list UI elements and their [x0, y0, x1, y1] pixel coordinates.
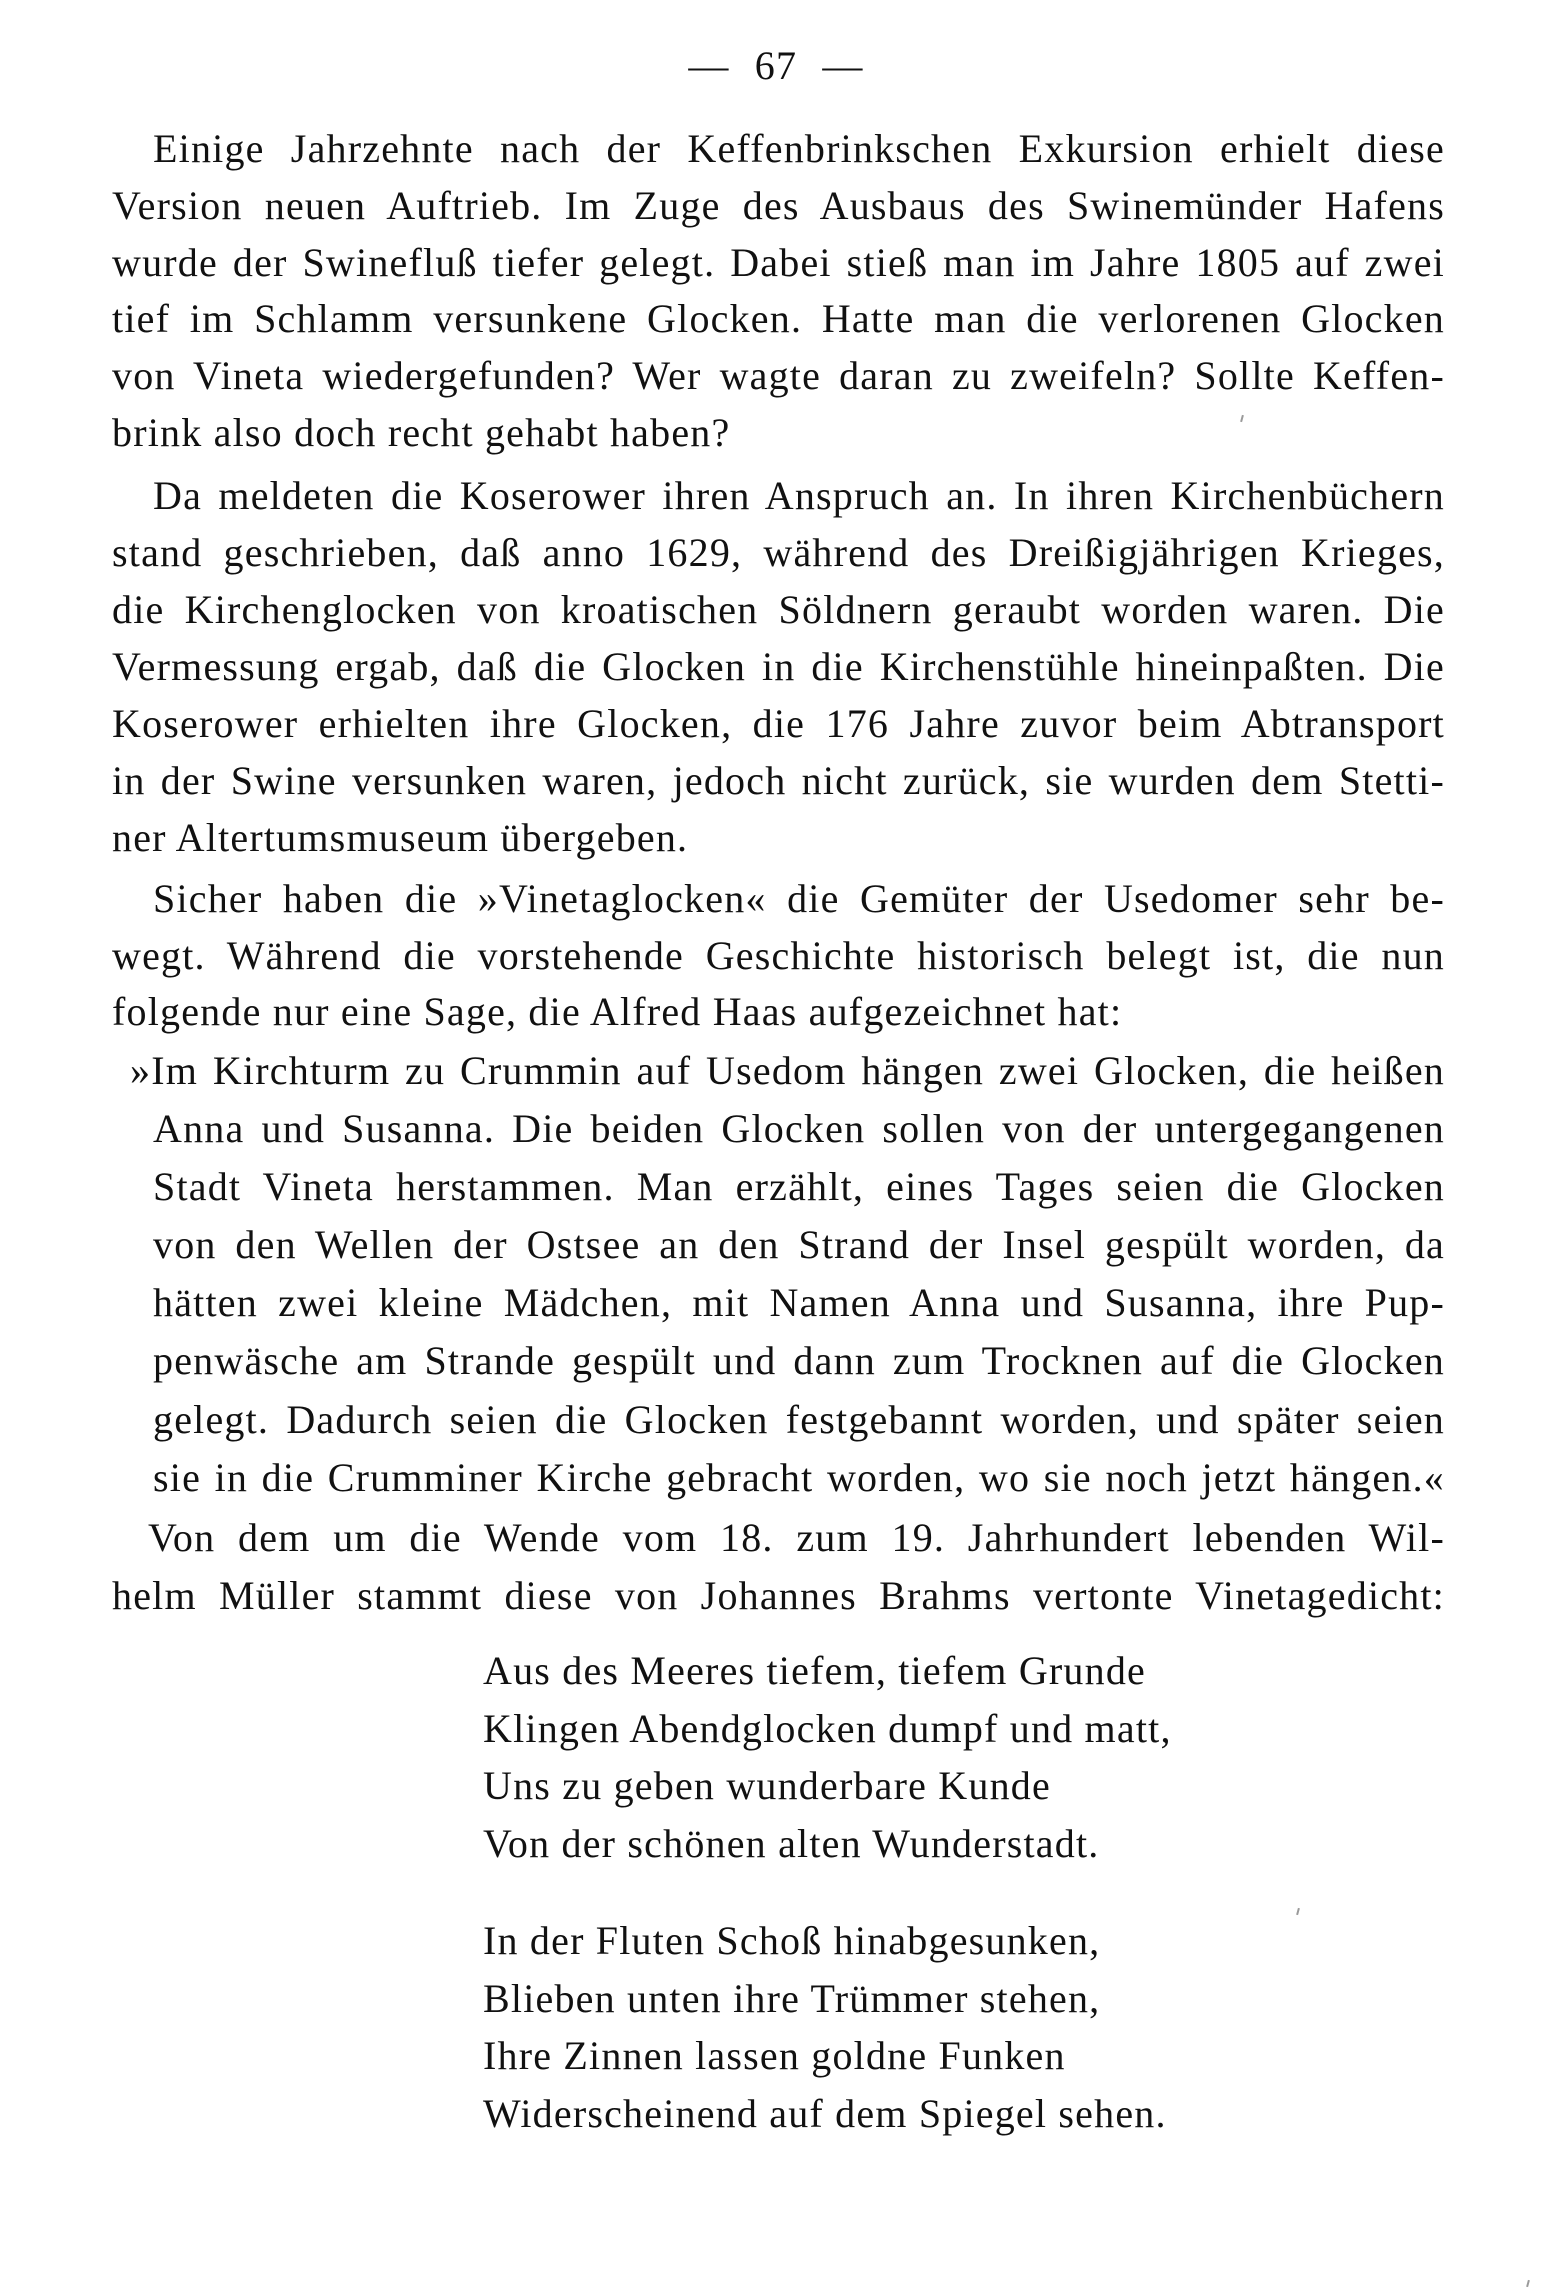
paragraph-4 — [112, 1509, 1445, 1625]
text-line: »Im Kirchturm zu Crummin auf Usedom hängen zwei Glocken, die heißen — [130, 1048, 1445, 1093]
text-line: Von dem um die Wende vom 18. zum 19. Jahrhundert lebenden Wil- — [148, 1515, 1445, 1560]
paragraph-3 — [112, 871, 1445, 1041]
poem-line: Uns zu geben wunderbare Kunde — [483, 1763, 1051, 1809]
text-line: penwäsche am Strande gespült und dann zum Trocknen auf die Glocken — [153, 1338, 1445, 1384]
paragraph-2 — [112, 467, 1445, 866]
poem-line: Klingen Abendglocken dumpf und matt, — [483, 1705, 1172, 1751]
text-line: von Vineta wiedergefunden? Wer wagte daran zu zweifeln? Sollte Keffen- — [112, 353, 1445, 399]
text-line: Version neuen Auftrieb. Im Zuge des Ausbaus des Swinemünder Hafens — [112, 182, 1445, 228]
quoted-legend — [112, 1042, 1445, 1507]
text-line: Da meldeten die Koserower ihren Anspruch an. In ihren Kirchenbüchern — [153, 473, 1445, 518]
text-line: von den Wellen der Ostsee an den Strand der Insel gespült worden, da — [153, 1222, 1445, 1268]
text-line: gelegt. Dadurch seien die Glocken festgebannt worden, und später seien — [153, 1396, 1445, 1442]
page-number-text: — 67 — — [688, 43, 864, 88]
poem-line: Widerscheinend auf dem Spiegel sehen. — [483, 2090, 1167, 2136]
text-line: hätten zwei kleine Mädchen, mit Namen Anna und Susanna, ihre Pup- — [153, 1280, 1445, 1326]
text-line: Sicher haben die »Vinetaglocken« die Gemüter der Usedomer sehr be- — [153, 876, 1445, 921]
scan-speck — [1526, 2280, 1530, 2287]
poem-line: In der Fluten Schoß hinabgesunken, — [483, 1918, 1101, 1963]
text-line: die Kirchenglocken von kroatischen Söldnern geraubt worden waren. Die — [112, 587, 1445, 632]
text-line: wurde der Swinefluß tiefer gelegt. Dabei stieß man im Jahre 1805 auf zwei — [112, 239, 1445, 285]
paragraph-1 — [112, 121, 1445, 462]
text-line: Koserower erhielten ihre Glocken, die 176 Jahre zuvor beim Abtransport — [112, 701, 1445, 746]
text-line: in der Swine versunken waren, jedoch nicht zurück, sie wurden dem Stetti- — [112, 758, 1445, 803]
text-line: Stadt Vineta herstammen. Man erzählt, eines Tages seien die Glocken — [153, 1164, 1445, 1210]
text-line: tief im Schlamm versunkene Glocken. Hatte man die verlorenen Glocken — [112, 296, 1445, 342]
text-line: sie in die Crumminer Kirche gebracht worden, wo sie noch jetzt hängen.« — [153, 1454, 1445, 1500]
poem-line: Blieben unten ihre Trümmer stehen, — [483, 1975, 1101, 2021]
text-line: Anna und Susanna. Die beiden Glocken sollen von der untergegangenen — [153, 1106, 1445, 1152]
poem-line: Aus des Meeres tiefem, tiefem Grunde — [483, 1648, 1146, 1693]
text-line: Vermessung ergab, daß die Glocken in die Kirchenstühle hineinpaßten. Die — [112, 644, 1445, 689]
text-line: ner Altertumsmuseum übergeben. — [112, 815, 689, 860]
text-line: wegt. Während die vorstehende Geschichte historisch belegt ist, die nun — [112, 932, 1445, 978]
page-number — [0, 37, 1549, 94]
text-line: helm Müller stammt diese von Johannes Brahms vertonte Vinetagedicht: — [112, 1573, 1445, 1618]
poem-line: Von der schönen alten Wunderstadt. — [483, 1820, 1100, 1866]
poem-stanza-2 — [483, 1912, 1383, 2142]
poem-line: Ihre Zinnen lassen goldne Funken — [483, 2033, 1066, 2079]
text-line: Einige Jahrzehnte nach der Keffenbrinkschen Exkursion erhielt diese — [153, 126, 1445, 171]
text-line: folgende nur eine Sage, die Alfred Haas aufgezeichnet hat: — [112, 989, 1123, 1034]
poem-stanza-1 — [483, 1642, 1383, 1872]
text-line: stand geschrieben, daß anno 1629, während des Dreißigjährigen Krieges, — [112, 530, 1445, 575]
text-line: brink also doch recht gehabt haben? — [112, 409, 731, 455]
